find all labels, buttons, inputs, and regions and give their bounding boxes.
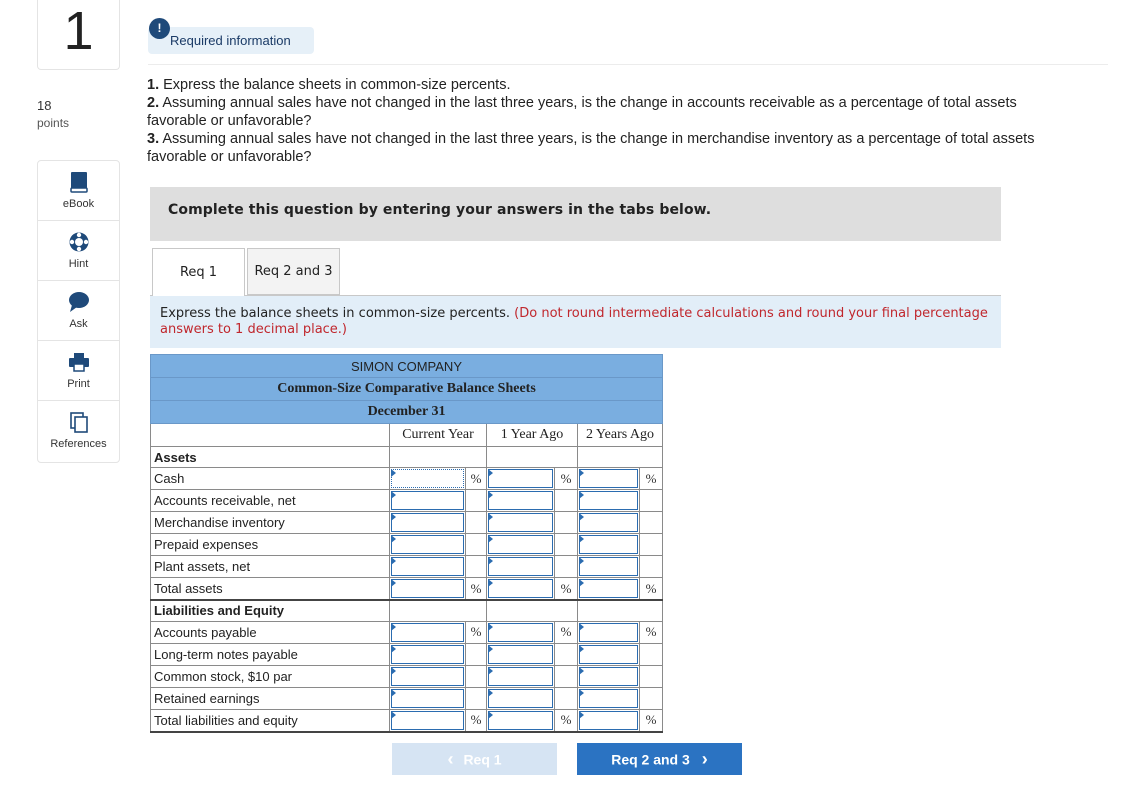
ltnp-current-input[interactable] xyxy=(391,645,464,664)
references-label: References xyxy=(50,438,107,450)
next-req-button[interactable] xyxy=(577,743,742,775)
tab-req-1[interactable]: Req 1 xyxy=(152,248,245,296)
percent-sign: % xyxy=(640,468,663,490)
percent-sign: % xyxy=(555,468,578,490)
col-current-year: Current Year xyxy=(390,424,487,447)
instruction-2: 2. Assuming annual sales have not changed in the last three years, is the change in accounts receivable as a percentage of total assets favorable or unfavorable? xyxy=(147,95,1017,129)
print-label: Print xyxy=(67,378,90,390)
sheet-date: December 31 xyxy=(151,401,663,424)
row-label-retained: Retained earnings xyxy=(151,687,390,709)
row-label-ltnp: Long-term notes payable xyxy=(151,643,390,665)
company-name: SIMON COMPANY xyxy=(151,355,663,378)
instruction-1: 1. Express the balance sheets in common-size percents. xyxy=(147,77,511,93)
plant-1yr-input[interactable] xyxy=(488,557,553,576)
total-le-1yr-input[interactable] xyxy=(488,711,553,730)
percent-sign: % xyxy=(555,578,578,601)
cash-current-input[interactable] xyxy=(391,469,464,488)
row-label-plant: Plant assets, net xyxy=(151,556,390,578)
table-row xyxy=(151,643,663,665)
percent-sign: % xyxy=(466,578,487,601)
prepaid-current-input[interactable] xyxy=(391,535,464,554)
hint-label: Hint xyxy=(68,258,89,270)
alert-icon: ! xyxy=(149,18,170,39)
tools-panel xyxy=(37,160,120,463)
prompt-note: (Do not round intermediate calculations and round your final percentage answers to 1 decimal place.) xyxy=(160,306,988,337)
speech-bubble-icon xyxy=(68,291,90,313)
sheet-title: Common-Size Comparative Balance Sheets xyxy=(151,378,663,401)
total-le-current-input[interactable] xyxy=(391,711,464,730)
complete-question-banner xyxy=(150,187,1001,241)
table-row xyxy=(151,665,663,687)
total-assets-current-input[interactable] xyxy=(391,579,464,598)
instruction-3: 3. Assuming annual sales have not changed in the last three years, is the change in merchandise inventory as a percentage of total assets favorable or unfavorable? xyxy=(147,131,1035,165)
chevron-left-icon: ‹ xyxy=(447,748,454,769)
prompt-text: Express the balance sheets in common-size percents. xyxy=(160,306,515,321)
total-assets-2yr-input[interactable] xyxy=(579,579,638,598)
required-info-label: Required information xyxy=(170,33,291,48)
documents-icon xyxy=(68,411,90,433)
print-button[interactable] xyxy=(38,341,119,401)
balance-sheet-table xyxy=(150,354,663,733)
retained-current-input[interactable] xyxy=(391,689,464,708)
prepaid-2yr-input[interactable] xyxy=(579,535,638,554)
prev-req-label: Req 1 xyxy=(463,751,502,767)
points-label: points xyxy=(37,116,70,130)
ltnp-2yr-input[interactable] xyxy=(579,645,638,664)
ar-1yr-input[interactable] xyxy=(488,491,553,510)
row-label-total-assets: Total assets xyxy=(151,578,390,601)
next-req-label: Req 2 and 3 xyxy=(611,751,690,767)
ask-button[interactable] xyxy=(38,281,119,341)
table-row xyxy=(151,709,663,732)
row-label-cash: Cash xyxy=(151,468,390,490)
lifebuoy-icon xyxy=(68,231,90,253)
ask-label: Ask xyxy=(69,318,88,330)
req-prompt xyxy=(150,296,1001,348)
book-icon xyxy=(69,171,89,193)
question-number-box xyxy=(37,0,120,70)
inventory-current-input[interactable] xyxy=(391,513,464,532)
table-row xyxy=(151,578,663,601)
inventory-1yr-input[interactable] xyxy=(488,513,553,532)
ltnp-1yr-input[interactable] xyxy=(488,645,553,664)
row-label-ar: Accounts receivable, net xyxy=(151,490,390,512)
cash-2yr-input[interactable] xyxy=(579,469,638,488)
percent-sign: % xyxy=(466,709,487,732)
complete-question-text: Complete this question by entering your answers in the tabs below. xyxy=(168,202,712,218)
table-row xyxy=(151,687,663,709)
row-label-ap: Accounts payable xyxy=(151,621,390,643)
inventory-2yr-input[interactable] xyxy=(579,513,638,532)
prepaid-1yr-input[interactable] xyxy=(488,535,553,554)
ebook-button[interactable] xyxy=(38,161,119,221)
plant-2yr-input[interactable] xyxy=(579,557,638,576)
prev-req-button[interactable] xyxy=(392,743,557,775)
percent-sign: % xyxy=(466,468,487,490)
row-label-common-stock: Common stock, $10 par xyxy=(151,665,390,687)
percent-sign: % xyxy=(640,578,663,601)
ebook-label: eBook xyxy=(62,198,95,210)
common-2yr-input[interactable] xyxy=(579,667,638,686)
tab-req-2-and-3[interactable]: Req 2 and 3 xyxy=(247,248,340,295)
ap-current-input[interactable] xyxy=(391,623,464,642)
section-assets: Assets xyxy=(151,447,390,468)
row-label-prepaid: Prepaid expenses xyxy=(151,534,390,556)
ap-1yr-input[interactable] xyxy=(488,623,553,642)
table-row xyxy=(151,534,663,556)
total-le-2yr-input[interactable] xyxy=(579,711,638,730)
percent-sign: % xyxy=(640,621,663,643)
row-label-inventory: Merchandise inventory xyxy=(151,512,390,534)
printer-icon xyxy=(68,351,90,373)
chevron-right-icon: › xyxy=(701,748,708,769)
retained-2yr-input[interactable] xyxy=(579,689,638,708)
divider xyxy=(148,64,1108,65)
percent-sign: % xyxy=(555,621,578,643)
table-row xyxy=(151,621,663,643)
instructions xyxy=(147,76,1077,166)
percent-sign: % xyxy=(466,621,487,643)
col-2-years-ago: 2 Years Ago xyxy=(578,424,663,447)
col-1-year-ago: 1 Year Ago xyxy=(487,424,578,447)
percent-sign: % xyxy=(555,709,578,732)
table-row xyxy=(151,556,663,578)
ar-current-input[interactable] xyxy=(391,491,464,510)
table-row xyxy=(151,512,663,534)
table-row xyxy=(151,490,663,512)
cash-1yr-input[interactable] xyxy=(488,469,553,488)
percent-sign: % xyxy=(640,709,663,732)
hint-button[interactable] xyxy=(38,221,119,281)
ap-2yr-input[interactable] xyxy=(579,623,638,642)
question-number: 1 xyxy=(63,0,94,61)
ar-2yr-input[interactable] xyxy=(579,491,638,510)
references-button[interactable] xyxy=(38,401,119,462)
common-current-input[interactable] xyxy=(391,667,464,686)
points-value: 18 xyxy=(37,98,52,113)
row-label-total-le: Total liabilities and equity xyxy=(151,709,390,732)
required-info-banner[interactable] xyxy=(148,27,314,54)
section-liabilities: Liabilities and Equity xyxy=(151,600,390,621)
total-assets-1yr-input[interactable] xyxy=(488,579,553,598)
plant-current-input[interactable] xyxy=(391,557,464,576)
table-row xyxy=(151,468,663,490)
retained-1yr-input[interactable] xyxy=(488,689,553,708)
common-1yr-input[interactable] xyxy=(488,667,553,686)
